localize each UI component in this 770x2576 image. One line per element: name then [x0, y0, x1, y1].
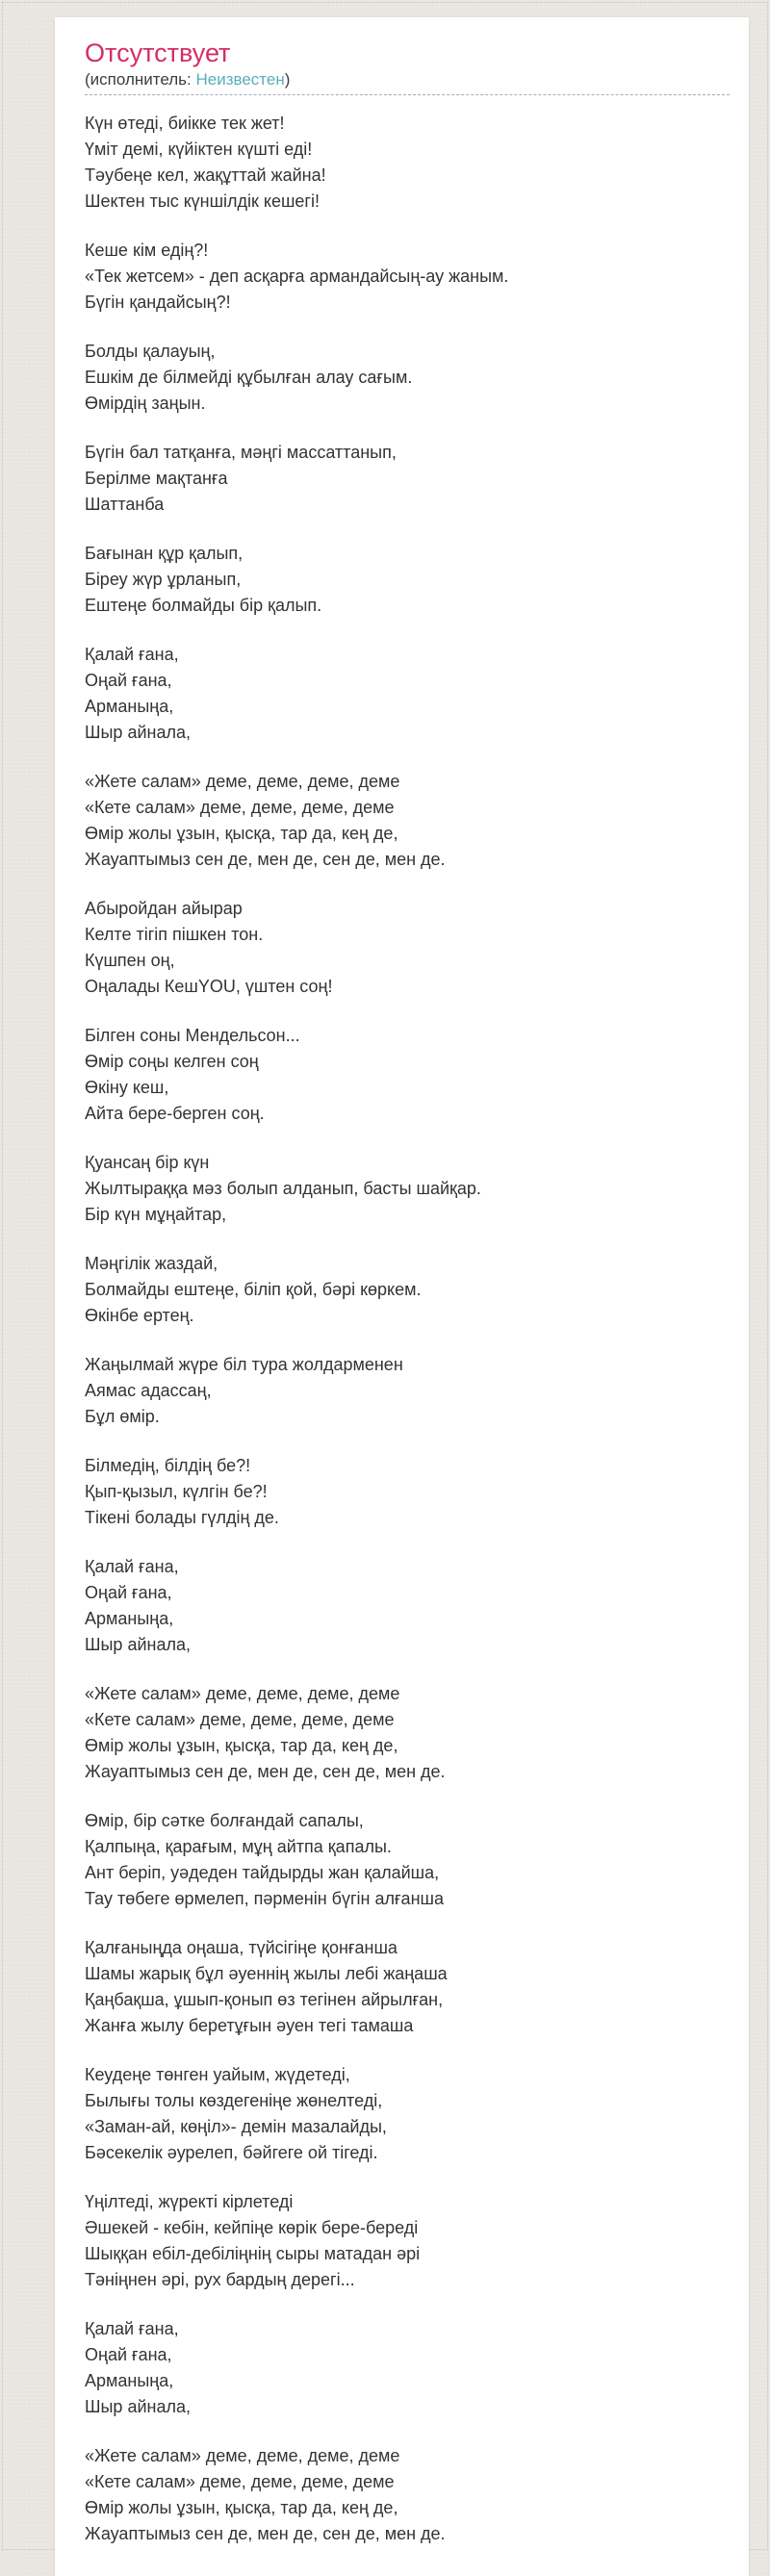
- lyric-line: Бір күн мұңайтар,: [85, 1205, 227, 1225]
- lyric-line: Күн өтеді, биікке тек жет!: [85, 114, 285, 134]
- lyric-line: «Кете салам» деме, деме, деме, деме: [85, 798, 395, 818]
- lyric-line: Қалай ғана,: [85, 645, 179, 665]
- lyric-line: Жылтыраққа мәз болып алданып, басты шайқар.: [85, 1179, 481, 1199]
- lyric-line: Жауаптымыз сен де, мен де, сен де, мен де.: [85, 850, 446, 870]
- lyric-line: Айта бере-берген соң.: [85, 1104, 265, 1124]
- stanza: [85, 440, 730, 518]
- stanza: [85, 642, 730, 746]
- header-dashed-separator: [85, 94, 730, 95]
- lyric-line: Тәубеңе кел, жақұттай жайна!: [85, 166, 326, 186]
- lyric-line: Шыр айнала,: [85, 723, 191, 743]
- lyric-line: Бағынан құр қалып,: [85, 544, 244, 564]
- lyric-line: Бұл өмір.: [85, 1407, 160, 1427]
- lyric-line: Бүгін бал татқанға, мәңгі массаттанып,: [85, 443, 397, 463]
- lyric-line: «Кете салам» деме, деме, деме, деме: [85, 1710, 395, 1730]
- lyric-line: «Жете салам» деме, деме, деме, деме: [85, 772, 400, 792]
- lyric-line: Болды қалауың,: [85, 342, 216, 362]
- lyric-line: Жанға жылу беретұғын әуен тегі тамаша: [85, 2016, 414, 2036]
- lyric-line: Қалай ғана,: [85, 1557, 179, 1577]
- lyric-line: Қалай ғана,: [85, 2319, 179, 2339]
- lyric-line: Кеше кім едің?!: [85, 241, 209, 261]
- lyric-line: Қалпыңа, қарағым, мұң айтпа қапалы.: [85, 1837, 392, 1857]
- stanza: [85, 2062, 730, 2166]
- lyric-line: Өмір соңы келген соң: [85, 1052, 259, 1072]
- lyric-line: Өмір жолы ұзын, қысқа, тар да, кең де,: [85, 824, 398, 844]
- lyric-line: Тәніңнен әрі, рух бардың дерегі...: [85, 2270, 355, 2290]
- lyric-line: Әшекей - кебін, кейпіңе көрік бере-береді: [85, 2218, 419, 2238]
- lyric-line: Өмір, бір сәтке болғандай сапалы,: [85, 1811, 364, 1831]
- stanza: [85, 111, 730, 215]
- lyric-line: Күшпен оң,: [85, 951, 175, 971]
- stanza: [85, 238, 730, 316]
- lyric-line: Қып-қызыл, күлгін бе?!: [85, 1482, 268, 1502]
- lyric-line: Шамы жарық бұл әуеннің жылы лебі жаңаша: [85, 1964, 448, 1984]
- lyric-line: Арманыңа,: [85, 1609, 174, 1629]
- lyric-line: Кеудеңе төнген уайым, жүдетеді,: [85, 2065, 350, 2085]
- lyric-line: Қуансаң бір күн: [85, 1153, 210, 1173]
- stanza: [85, 2443, 730, 2547]
- lyric-line: «Жете салам» деме, деме, деме, деме: [85, 2446, 400, 2466]
- lyric-line: Ешкім де білмейді құбылған алау сағым.: [85, 368, 413, 388]
- lyric-line: Жауаптымыз сен де, мен де, сен де, мен де.: [85, 1762, 446, 1782]
- stanza: [85, 1554, 730, 1658]
- lyric-line: Өкіну кеш,: [85, 1078, 169, 1098]
- lyric-line: Оңай ғана,: [85, 1583, 172, 1603]
- lyric-line: Ант беріп, уәдеден тайдырды жан қалайша,: [85, 1863, 440, 1883]
- lyric-line: Арманыңа,: [85, 697, 174, 717]
- lyric-line: Үңілтеді, жүректі кірлетеді: [85, 2192, 294, 2212]
- lyric-line: Қаңбақша, ұшып-қонып өз тегінен айрылған,: [85, 1990, 444, 2010]
- song-title: Отсутствует: [85, 38, 231, 67]
- stanza: [85, 1453, 730, 1531]
- lyric-line: Ештеңе болмайды бір қалып.: [85, 596, 322, 616]
- lyrics: [85, 111, 730, 2547]
- stanza: [85, 1681, 730, 1785]
- artist-label-prefix: (исполнитель:: [85, 70, 196, 89]
- lyric-line: Білген соны Мендельсон...: [85, 1026, 300, 1046]
- lyric-line: Оңалады КешYOU, үштен соң!: [85, 977, 333, 997]
- lyric-line: Аямас адассаң,: [85, 1381, 212, 1401]
- lyric-line: Оңай ғана,: [85, 2345, 172, 2365]
- lyric-line: Шыр айнала,: [85, 2397, 191, 2417]
- lyric-line: Оңай ғана,: [85, 671, 172, 691]
- lyric-line: Білмедің, білдің бе?!: [85, 1456, 251, 1476]
- lyric-line: Өмір жолы ұзын, қысқа, тар да, кең де,: [85, 1736, 398, 1756]
- lyric-line: Арманыңа,: [85, 2371, 174, 2391]
- lyric-line: Бүгін қандайсың?!: [85, 293, 231, 313]
- lyric-line: Бәсекелік әурелеп, бәйгеге ой тігеді.: [85, 2143, 378, 2163]
- stanza: [85, 2189, 730, 2293]
- stanza: [85, 769, 730, 873]
- artist-link[interactable]: Неизвестен: [195, 70, 285, 89]
- lyrics-card: [55, 17, 749, 2576]
- lyric-line: Қалғаныңда оңаша, түйсігіңе қонғанша: [85, 1938, 398, 1958]
- stanza: [85, 1935, 730, 2039]
- lyric-line: Жаңылмай жүре біл тура жолдарменен: [85, 1355, 403, 1375]
- lyric-line: Үміт демі, күйіктен күшті еді!: [85, 140, 313, 160]
- lyric-line: Өмірдің заңын.: [85, 394, 206, 414]
- artist-line: [85, 69, 730, 89]
- lyric-line: Шыққан ебіл-дебіліңнің сыры матадан әрі: [85, 2244, 421, 2264]
- lyric-line: Өмір жолы ұзын, қысқа, тар да, кең де,: [85, 2498, 398, 2518]
- lyric-line: Былығы толы көздегеніңе жөнелтеді,: [85, 2091, 383, 2111]
- lyric-line: Мәңгілік жаздай,: [85, 1254, 218, 1274]
- stanza: [85, 541, 730, 619]
- lyric-line: Келте тігіп пішкен тон.: [85, 925, 264, 945]
- stanza: [85, 339, 730, 417]
- lyric-line: «Заман-ай, көңіл»- демін мазалайды,: [85, 2117, 387, 2137]
- lyric-line: Біреу жүр ұрланып,: [85, 570, 242, 590]
- lyric-line: Шаттанба: [85, 495, 165, 515]
- lyric-line: Тау төбеге өрмелеп, пәрменін бүгін алғанша: [85, 1889, 444, 1909]
- artist-label-suffix: ): [284, 70, 291, 89]
- stanza: [85, 1251, 730, 1329]
- lyric-line: «Жете салам» деме, деме, деме, деме: [85, 1684, 400, 1704]
- stanza: [85, 1023, 730, 1127]
- lyric-line: Берілме мақтанға: [85, 469, 228, 489]
- lyric-line: Өкінбе ертең.: [85, 1306, 194, 1326]
- stanza: [85, 1808, 730, 1912]
- stanza: [85, 1352, 730, 1430]
- lyric-line: «Тек жетсем» - деп асқарға армандайсың-ау жаным.: [85, 267, 509, 287]
- stanza: [85, 896, 730, 1000]
- lyric-line: Шектен тыс күншілдік кешегі!: [85, 191, 321, 212]
- lyric-line: Жауаптымыз сен де, мен де, сен де, мен де.: [85, 2524, 446, 2544]
- lyric-line: «Кете салам» деме, деме, деме, деме: [85, 2472, 395, 2492]
- stanza: [85, 2316, 730, 2420]
- lyric-line: Тікені болады гүлдің де.: [85, 1508, 279, 1528]
- stanza: [85, 1150, 730, 1228]
- lyric-line: Шыр айнала,: [85, 1635, 191, 1655]
- lyric-line: Болмайды ештеңе, біліп қой, бәрі көркем.: [85, 1280, 422, 1300]
- lyric-line: Абыройдан айырар: [85, 899, 243, 919]
